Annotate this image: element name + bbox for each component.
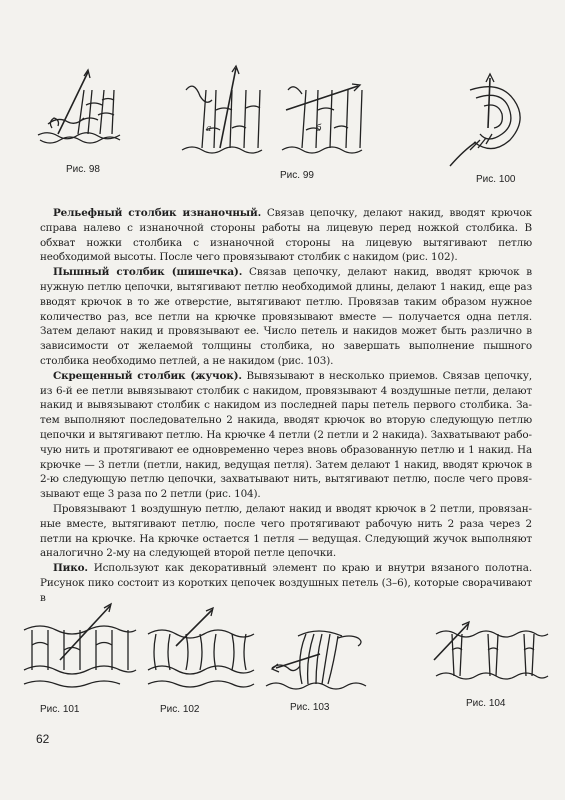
term-puff-stitch: Пышный столбик (шишечка). xyxy=(53,266,243,279)
page-number: 62 xyxy=(36,732,50,746)
paragraph-body: Используют как декоративный элемент по краю и внутри вязаного полотна. Рисунок пико состоит из коротких цепочек воздушных петель (3–6), которые сворачивают в xyxy=(40,562,532,604)
term-picot: Пико. xyxy=(53,562,88,575)
figure-99 xyxy=(176,60,372,190)
figure-102-caption: Рис. 102 xyxy=(160,704,200,715)
crochet-diagram-102 xyxy=(146,606,256,696)
paragraph-body: Связав цепочку, делают накид, вводят крючок в нужную петлю цепочки, вытягивают петлю необходимой длины, делают 1 накид, еще раз вводят крючок в то же отверстие, вытягивают петлю. Провязав таким образом нужное количество раз, все петли на крючке провязывают вместе — получается одна петля. Затем делают накид и провязывают ее. Число петель и накидов может быть различно в зависимости от желаемой толщины столбика, но завершать выполнение пышного столбика необходимо петлей, а не накидом (рис. 103). xyxy=(40,266,533,367)
figure-99-label-b: б xyxy=(316,124,322,134)
figure-104-caption: Рис. 104 xyxy=(466,698,506,709)
crochet-diagram-98 xyxy=(28,60,128,160)
paragraph-body: Провязывают 1 воздушную петлю, делают накид и вводят крючок в 2 петли, провязанные вместе, вытягивают петлю, после чего протягивают рабочую нить 2 раза через 2 петли на крючке. На крючке остается 1 петля — ведущая. Следующий жучок выполняют аналогично 2-му на следующей второй петле цепочки. xyxy=(40,502,532,560)
paragraph-body: Связав цепочку, делают накид, вводят крючок справа налево с изнаночной стороны работы на лицевую перед ножкой столбика. В обхват ножки столбика с изнаночной стороны на лицевую вытягивают петлю необходимой высоты. После чего провязывают столбик с накидом (рис. 102). xyxy=(40,207,532,264)
paragraph-picot xyxy=(40,561,532,605)
crochet-diagram-104 xyxy=(432,620,550,696)
crochet-diagram-100 xyxy=(440,70,540,170)
figure-101-caption: Рис. 101 xyxy=(40,704,80,715)
figure-99-label-a: а xyxy=(206,124,212,134)
paragraph-puff-stitch xyxy=(40,265,532,369)
figure-103 xyxy=(262,618,372,718)
figure-100-caption: Рис. 100 xyxy=(476,174,516,185)
figure-101 xyxy=(20,600,138,718)
figure-102 xyxy=(146,606,256,718)
body-text xyxy=(40,206,532,606)
figure-98 xyxy=(28,60,128,190)
figure-100 xyxy=(440,70,540,190)
term-relief-stitch: Рельефный столбик изнаночный. xyxy=(53,207,262,219)
figure-104 xyxy=(432,620,550,718)
crochet-diagram-99 xyxy=(176,60,372,165)
figure-99-caption: Рис. 99 xyxy=(280,170,314,181)
paragraph-crossed-continued xyxy=(40,502,532,561)
term-crossed-stitch: Скрещенный столбик (жучок). xyxy=(53,369,242,382)
figure-103-caption: Рис. 103 xyxy=(290,702,330,713)
figure-98-caption: Рис. 98 xyxy=(66,164,100,175)
paragraph-body: Вывязывают в несколько приемов. Связав цепочку, из 6-й ее петли вывязывают столбик с накидом, провязывают 4 воздушные петли, делают накид и вывязывают столбик с накидом из последней пары петель первого столбика. Затем выполняют последовательно 2 накида, вводят крючок во вторую следующую петлю цепочки и вытягивают петлю. На крючке 4 петли (2 петли и 2 накида). Захватывают рабочую нить и протягивают ее одновременно через вновь образованную петлю и 1 накид. На крючке — 3 петли (петли, накид, ведущая петля). Затем делают 1 накид, вводят крючок в 2-ю следующую петлю цепочки, захватывают нить, вытягивают петлю, после чего провязывают еще 3 раза по 2 петли (рис. 104). xyxy=(40,369,532,501)
crochet-diagram-103 xyxy=(262,618,372,698)
paragraph-relief-stitch xyxy=(40,206,532,265)
crochet-diagram-101 xyxy=(20,600,138,696)
paragraph-crossed-stitch xyxy=(40,369,532,502)
